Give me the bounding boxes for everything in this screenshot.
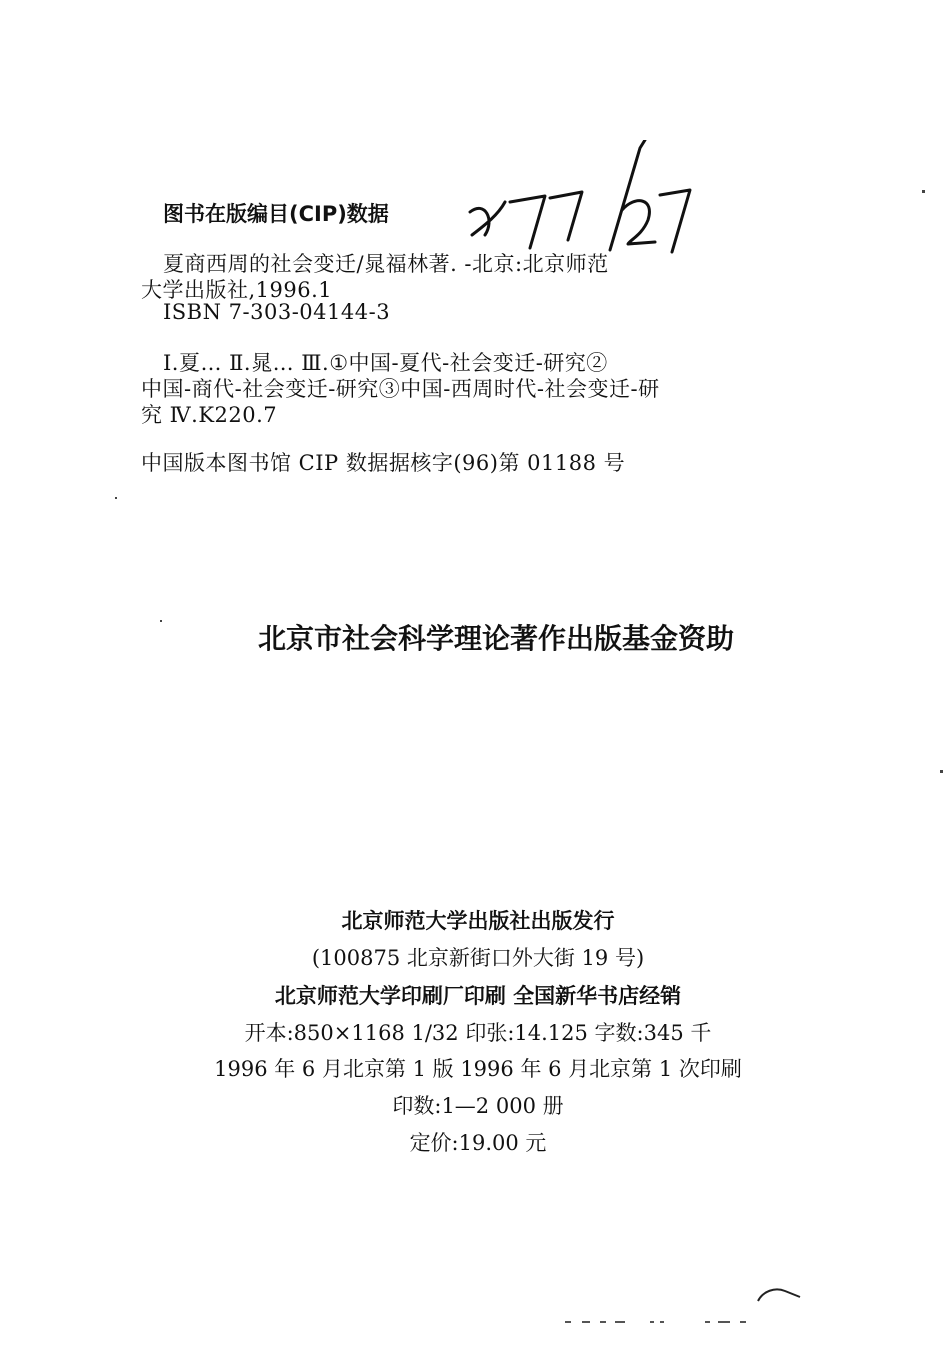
printer-line: 北京师范大学印刷厂印刷 全国新华书店经销 [274, 983, 682, 1008]
scan-dots [560, 1318, 760, 1326]
cip-subjects-line-1: Ⅰ.夏… Ⅱ.晁… Ⅲ.①中国-夏代-社会变迁-研究② [163, 351, 608, 375]
cip-title-line: 夏商西周的社会变迁/晁福林著. -北京:北京师范 [163, 252, 609, 276]
print-run-line: 印数:1—2 000 册 [392, 1094, 564, 1118]
cip-data-number: 中国版本图书馆 CIP 数据据核字(96)第 01188 号 [141, 451, 626, 475]
address-line: (100875 北京新街口外大街 19 号) [311, 946, 645, 970]
scan-mark [755, 1285, 805, 1305]
scan-speck [922, 190, 925, 193]
scan-speck [940, 770, 943, 773]
cip-subjects-line-2: 中国-商代-社会变迁-研究③中国-西周时代-社会变迁-研 [141, 377, 660, 401]
cip-isbn: ISBN 7-303-04144-3 [163, 300, 391, 324]
publisher-line: 北京师范大学出版社出版发行 [341, 908, 615, 933]
edition-line: 1996 年 6 月北京第 1 版 1996 年 6 月北京第 1 次印刷 [214, 1057, 742, 1081]
cip-publisher-line: 大学出版社,1996.1 [141, 278, 333, 302]
price-line: 定价:19.00 元 [409, 1131, 547, 1155]
cip-subjects-line-3: 究 Ⅳ.K220.7 [141, 403, 278, 427]
format-line: 开本:850×1168 1/32 印张:14.125 字数:345 千 [244, 1021, 712, 1045]
fund-statement: 北京市社会科学理论著作出版基金资助 [257, 622, 734, 655]
scan-speck [115, 497, 117, 499]
scan-speck [160, 620, 162, 622]
cip-heading: 图书在版编目(CIP)数据 [163, 202, 389, 226]
